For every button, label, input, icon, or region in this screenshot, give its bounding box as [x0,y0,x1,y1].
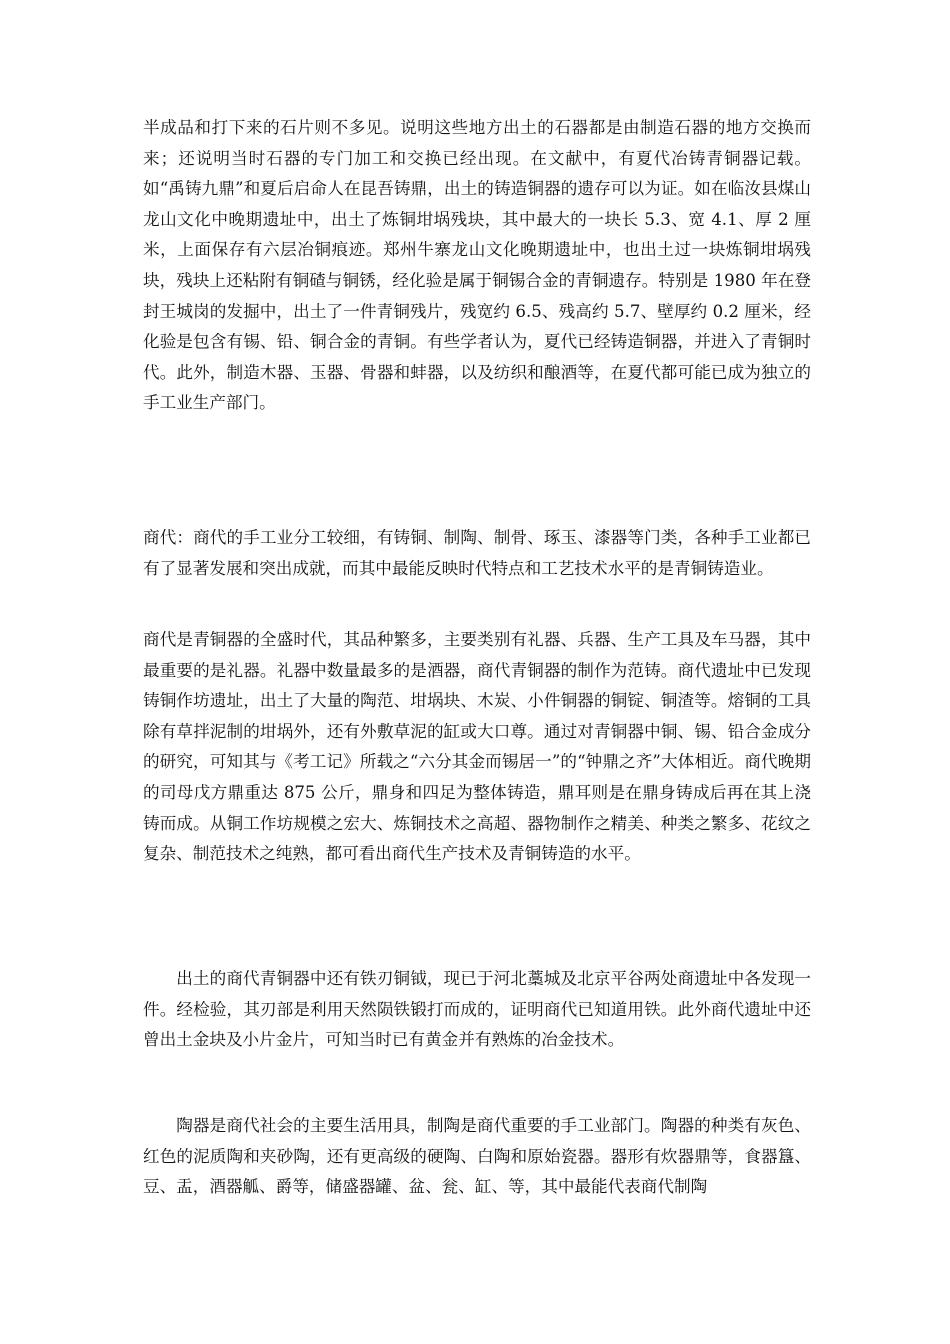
paragraph-xia-bronze: 半成品和打下来的石片则不多见。说明这些地方出土的石器都是由制造石器的地方交换而来；还说明当时石器的专门加工和交换已经出现。在文献中，有夏代冶铸青铜器记载。如“禹铸九鼎”和夏后启命人在昆吾铸鼎，出土的铸造铜器的遗存可以为证。如在临汝县煤山龙山文化中晚期遗址中，出土了炼铜坩埚残块，其中最大的一块长 5.3、宽 4.1、厚 2 厘米，上面保存有六层冶铜痕迹。郑州牛寨龙山文化晚期遗址中，也出土过一块炼铜坩埚残块，残块上还粘附有铜碴与铜锈，经化验是属于铜锡合金的青铜遗存。特别是 1980 年在登封王城岗的发掘中，出土了一件青铜残片，残宽约 6.5、残高约 5.7、壁厚约 0.2 厘米，经化验是包含有锡、铅、铜合金的青铜。有些学者认为，夏代已经铸造铜器，并进入了青铜时代。此外，制造木器、玉器、骨器和蚌器，以及纺织和酿酒等，在夏代都可能已成为独立的手工业生产部门。 [143,118,811,413]
paragraph-shang-bronze-age: 商代是青铜器的全盛时代，其品种繁多，主要类别有礼器、兵器、生产工具及车马器，其中最重要的是礼器。礼器中数量最多的是酒器，商代青铜器的制作为范铸。商代遗址中已发现铸铜作坊遗址，出土了大量的陶范、坩埚块、木炭、小件铜器的铜锭、铜渣等。熔铜的工具除有草拌泥制的坩埚外，还有外敷草泥的缸或大口尊。通过对青铜器中铜、锡、铅合金成分的研究，可知其与《考工记》所载之“六分其金而锡居一”的“钟鼎之齐”大体相近。商代晚期的司母戊方鼎重达 875 公斤，鼎身和四足为整体铸造，鼎耳则是在鼎身铸成后再在其上浇铸而成。从铜工作坊规模之宏大、炼铜技术之高超、器物制作之精美、种类之繁多、花纹之复杂、制范技术之纯熟，都可看出商代生产技术及青铜铸造的水平。 [143,630,811,864]
paragraph-shang-handicraft: 商代：商代的手工业分工较细，有铸铜、制陶、制骨、琢玉、漆器等门类，各种手工业都已有了显著发展和突出成就，而其中最能反映时代特点和工艺技术水平的是青铜铸造业。 [143,528,811,578]
paragraph-iron-blade-axe: 出土的商代青铜器中还有铁刃铜钺，现已于河北藁城及北京平谷两处商遗址中各发现一件。经检验，其刃部是利用天然陨铁锻打而成的，证明商代已知道用铁。此外商代遗址中还曾出土金块及小片金片，可知当时已有黄金并有熟炼的冶金技术。 [143,969,811,1050]
paragraph-shang-pottery: 陶器是商代社会的主要生活用具，制陶是商代重要的手工业部门。陶器的种类有灰色、红色的泥质陶和夹砂陶，还有更高级的硬陶、白陶和原始瓷器。器形有炊器鼎等，食器簋、豆、盂，酒器觚、爵等，储盛器罐、盆、瓮、缸、等，其中最能代表商代制陶 [143,1116,811,1197]
